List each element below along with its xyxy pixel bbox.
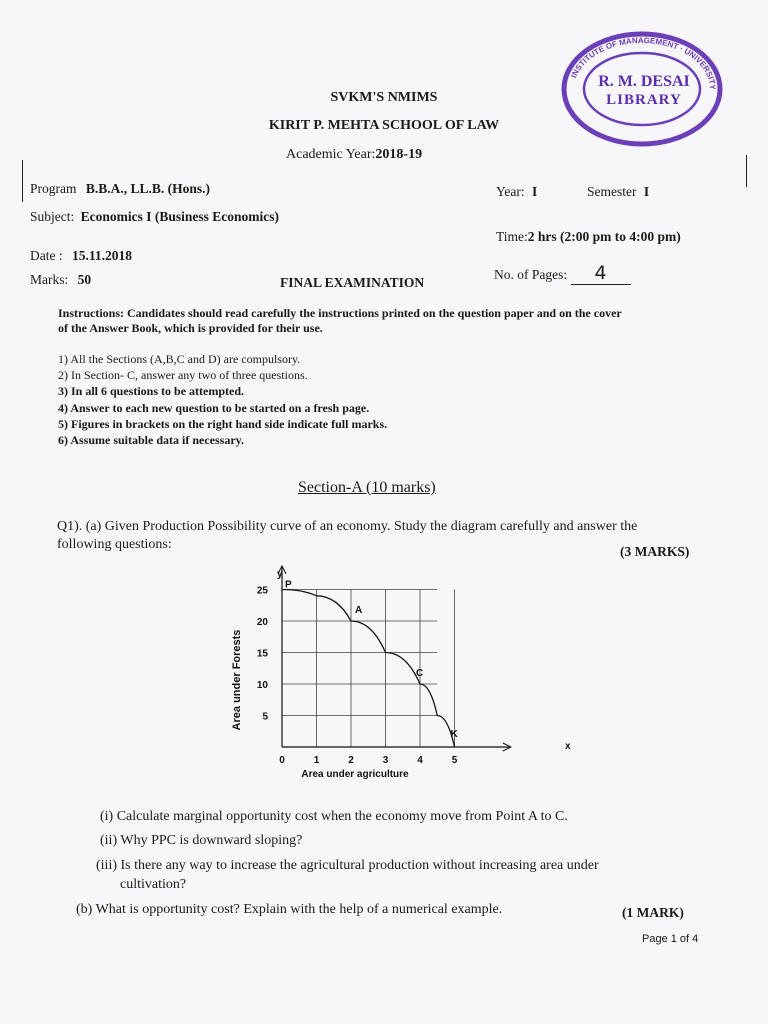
academic-year [286, 147, 422, 163]
school-name: KIRIT P. MEHTA SCHOOL OF LAW [268, 118, 500, 133]
question-1a-line2: following questions: [57, 537, 172, 552]
x-axis-label: Area under agriculture [301, 769, 409, 780]
pages-label: No. of Pages: [494, 267, 568, 282]
date-value: 15.11.2018 [72, 248, 133, 263]
time-value: 2 hrs (2:00 pm to 4:00 pm) [527, 229, 681, 244]
margin-bracket-left [22, 160, 23, 202]
instruction-item: 5) Figures in brackets on the right hand side indicate full marks. [58, 417, 388, 431]
section-title: Section-A (10 marks) [298, 479, 436, 496]
y-tick-label: 5 [262, 711, 268, 723]
x-tick-label: 3 [382, 755, 389, 766]
question-1a-marks: (3 MARKS) [620, 544, 690, 559]
year-value: I [532, 184, 538, 199]
stamp-subtitle: LIBRARY [606, 92, 682, 108]
subject-label: Subject: [30, 209, 75, 224]
instruction-item: 2) In Section- C, answer any two of three questions. [58, 368, 308, 382]
academic-year-label: Academic Year: [286, 147, 376, 162]
x-tick-label: 4 [417, 755, 423, 766]
question-1a-i: (i) Calculate marginal opportunity cost when the economy move from Point A to C. [100, 809, 568, 824]
point-label: P [285, 579, 292, 591]
year-label: Year: [496, 184, 525, 199]
program-value: B.B.A., LL.B. (Hons.) [85, 181, 211, 196]
question-1b: (b) What is opportunity cost? Explain with the help of a numerical example. [76, 902, 503, 917]
date-label: Date : [30, 248, 63, 263]
margin-bracket-right [746, 155, 747, 187]
stamp-ring-text: INSTITUTE OF MANAGEMENT · UNIVERSITY [569, 35, 718, 91]
x-tick-label: 0 [279, 755, 285, 766]
question-1a-iii-line2: cultivation? [120, 877, 187, 892]
instruction-item: 4) Answer to each new question to be started on a fresh page. [58, 401, 370, 415]
academic-year-value: 2018-19 [375, 147, 423, 162]
instruction-item: 6) Assume suitable data if necessary. [58, 433, 244, 447]
x-tick-label: 2 [348, 755, 354, 766]
question-1a-ii: (ii) Why PPC is downward sloping? [100, 833, 303, 848]
question-1a-iii-line1: (iii) Is there any way to increase the agricultural production without increasing area under [96, 858, 599, 873]
point-label: C [416, 668, 424, 679]
date-line [30, 248, 132, 264]
question-1a-line1: Q1). (a) Given Production Possibility curve of an economy. Study the diagram carefully and answer the [57, 519, 638, 534]
y-tick-label: 15 [256, 648, 268, 660]
time-line [496, 229, 681, 245]
subject-line [30, 209, 279, 225]
y-tick-label: 25 [256, 585, 268, 597]
semester-value: I [643, 184, 650, 199]
exam-title: FINAL EXAMINATION [280, 275, 425, 290]
marks-label: Marks: [30, 272, 69, 287]
x-tick-label: 5 [451, 755, 458, 766]
program-line [30, 181, 210, 197]
subject-value: Economics I (Business Economics) [80, 209, 280, 224]
chart-points [285, 580, 459, 741]
program-label: Program [30, 181, 77, 196]
point-label: K [450, 729, 458, 740]
page-number: Page 1 of 4 [642, 933, 699, 945]
marks-value: 50 [77, 272, 92, 287]
stamp-title: R. M. DESAI [598, 73, 690, 90]
y-axis-label: Area under Forests [231, 629, 243, 731]
pages-line [494, 262, 631, 285]
instructions-lead-line1: Instructions: Candidates should read carefully the instructions printed on the question paper and on the cover [58, 306, 622, 320]
y-axis-letter: y [277, 569, 283, 580]
marks-line [30, 272, 91, 288]
y-tick-label: 20 [256, 617, 268, 628]
chart-grid [282, 590, 455, 748]
time-label: Time: [496, 229, 528, 244]
y-tick-label: 10 [256, 680, 268, 691]
semester-line [587, 184, 649, 200]
instruction-item: 1) All the Sections (A,B,C and D) are compulsory. [58, 352, 301, 366]
x-tick-label: 1 [313, 755, 320, 766]
x-axis-letter: x [565, 741, 571, 752]
ppc-curve [282, 590, 455, 748]
semester-label: Semester [587, 184, 637, 199]
instruction-item: 3) In all 6 questions to be attempted. [58, 384, 245, 398]
year-line [496, 184, 537, 200]
ppc-chart [220, 565, 590, 785]
institution-name: SVKM'S NMIMS [330, 90, 438, 105]
instructions-lead-line2: of the Answer Book, which is provided for their use. [58, 321, 323, 335]
question-1b-marks: (1 MARK) [622, 905, 684, 920]
point-label: A [355, 605, 363, 616]
pages-handwritten: 4 [571, 262, 631, 285]
